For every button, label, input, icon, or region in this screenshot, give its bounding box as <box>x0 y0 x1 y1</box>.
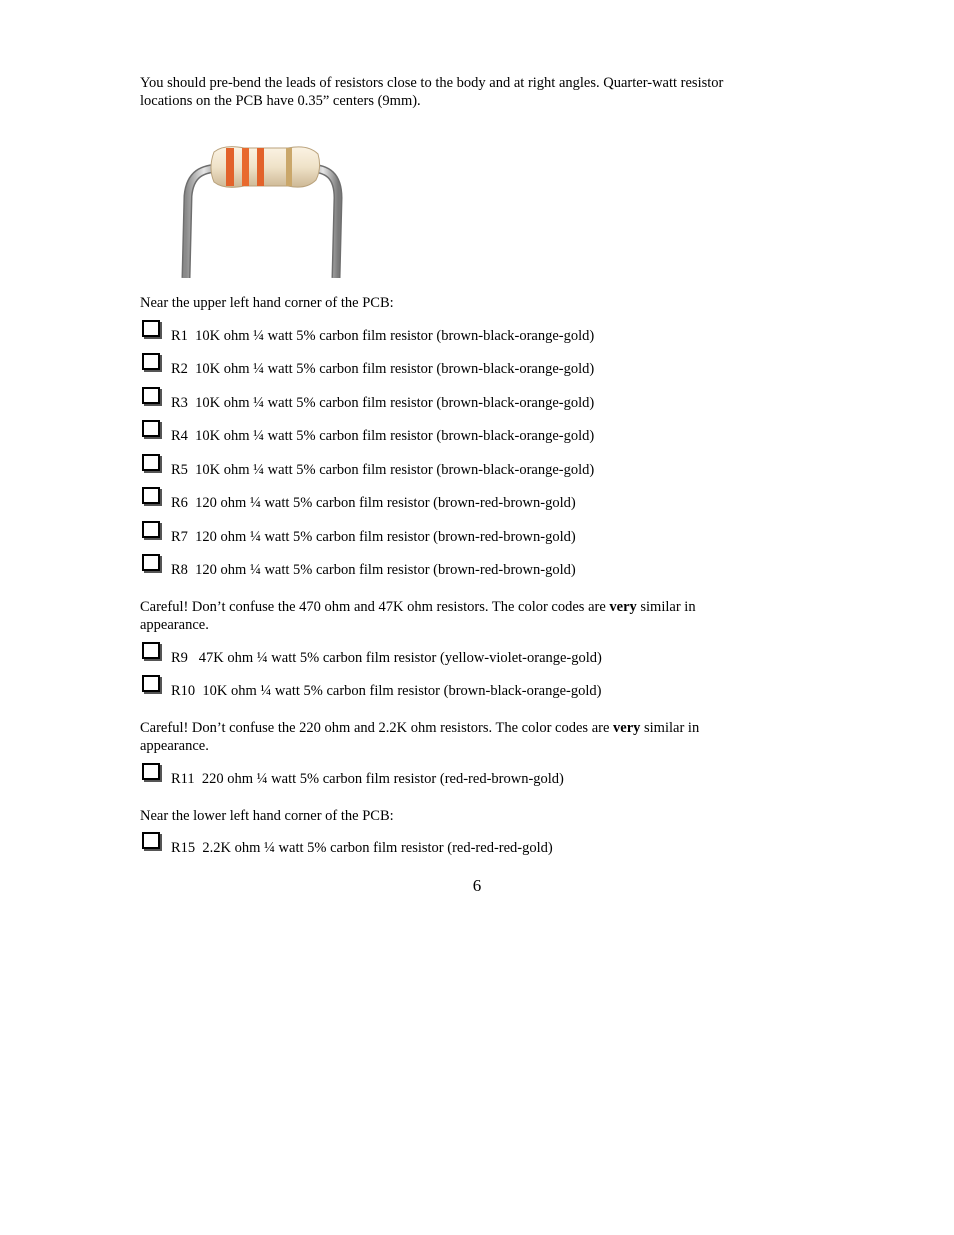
checkbox[interactable] <box>142 642 160 659</box>
intro-line-2: locations on the PCB have 0.35” centers (9mm). <box>140 93 421 109</box>
caution-paragraph-2 <box>140 719 800 755</box>
checklist-item-r11 <box>140 763 800 787</box>
item-label: R15 2.2K ohm ¼ watt 5% carbon film resistor (red-red-red-gold) <box>171 840 553 856</box>
checkbox[interactable] <box>142 832 160 849</box>
caution-emphasis: very <box>609 599 637 615</box>
checklist-item-r15 <box>140 832 800 856</box>
resistor-photo <box>140 126 372 278</box>
item-label: R6 120 ohm ¼ watt 5% carbon film resistor (brown-red-brown-gold) <box>171 495 576 511</box>
item-label: R7 120 ohm ¼ watt 5% carbon film resistor (brown-red-brown-gold) <box>171 529 576 545</box>
checkbox[interactable] <box>142 387 160 404</box>
checkbox[interactable] <box>142 521 160 538</box>
caution-emphasis: very <box>613 720 641 736</box>
checklist-item-r4 <box>140 420 800 444</box>
checkbox[interactable] <box>142 420 160 437</box>
caution-text: Careful! Don’t confuse the 470 ohm and 47K ohm resistors. The color codes are <box>140 599 610 615</box>
checkbox[interactable] <box>142 554 160 571</box>
checklist-item-r5 <box>140 454 800 478</box>
item-label: R10 10K ohm ¼ watt 5% carbon film resistor (brown-black-orange-gold) <box>171 683 602 699</box>
page-number: 6 <box>472 876 482 895</box>
checkbox[interactable] <box>142 454 160 471</box>
caution-paragraph-1 <box>140 598 800 634</box>
checkbox[interactable] <box>142 487 160 504</box>
checklist-item-r10 <box>140 675 800 699</box>
checkbox[interactable] <box>142 763 160 780</box>
item-label: R8 120 ohm ¼ watt 5% carbon film resistor (brown-red-brown-gold) <box>171 562 576 578</box>
checklist-item-r6 <box>140 487 800 511</box>
item-label: R9 47K ohm ¼ watt 5% carbon film resistor (yellow-violet-orange-gold) <box>171 650 602 666</box>
intro-line-1: You should pre-bend the leads of resistors close to the body and at right angles. Quarter-watt resistor <box>140 75 724 91</box>
item-label: R2 10K ohm ¼ watt 5% carbon film resistor (brown-black-orange-gold) <box>171 361 595 377</box>
item-label: R3 10K ohm ¼ watt 5% carbon film resistor (brown-black-orange-gold) <box>171 395 595 411</box>
section-lower-heading: Near the lower left hand corner of the PCB: <box>140 808 394 824</box>
caution-text-tail: similar in <box>640 720 700 736</box>
checklist-item-r2 <box>140 353 800 377</box>
checklist-item-r3 <box>140 387 800 411</box>
caution-text-line-2: appearance. <box>140 738 209 754</box>
section-upper-heading: Near the upper left hand corner of the PCB: <box>140 295 394 311</box>
checkbox[interactable] <box>142 675 160 692</box>
item-label: R1 10K ohm ¼ watt 5% carbon film resistor (brown-black-orange-gold) <box>171 328 595 344</box>
caution-text-line-2: appearance. <box>140 617 209 633</box>
item-label: R5 10K ohm ¼ watt 5% carbon film resistor (brown-black-orange-gold) <box>171 462 595 478</box>
checklist-item-r9 <box>140 642 800 666</box>
caution-text-tail: similar in <box>636 599 696 615</box>
intro-paragraph <box>140 74 800 110</box>
checklist-item-r7 <box>140 521 800 545</box>
checklist-item-r1 <box>140 320 800 344</box>
checklist-item-r8 <box>140 554 800 578</box>
checkbox[interactable] <box>142 320 160 337</box>
caution-text: Careful! Don’t confuse the 220 ohm and 2.2K ohm resistors. The color codes are <box>140 720 614 736</box>
checkbox[interactable] <box>142 353 160 370</box>
item-label: R4 10K ohm ¼ watt 5% carbon film resistor (brown-black-orange-gold) <box>171 428 595 444</box>
item-label: R11 220 ohm ¼ watt 5% carbon film resistor (red-red-brown-gold) <box>171 771 564 787</box>
